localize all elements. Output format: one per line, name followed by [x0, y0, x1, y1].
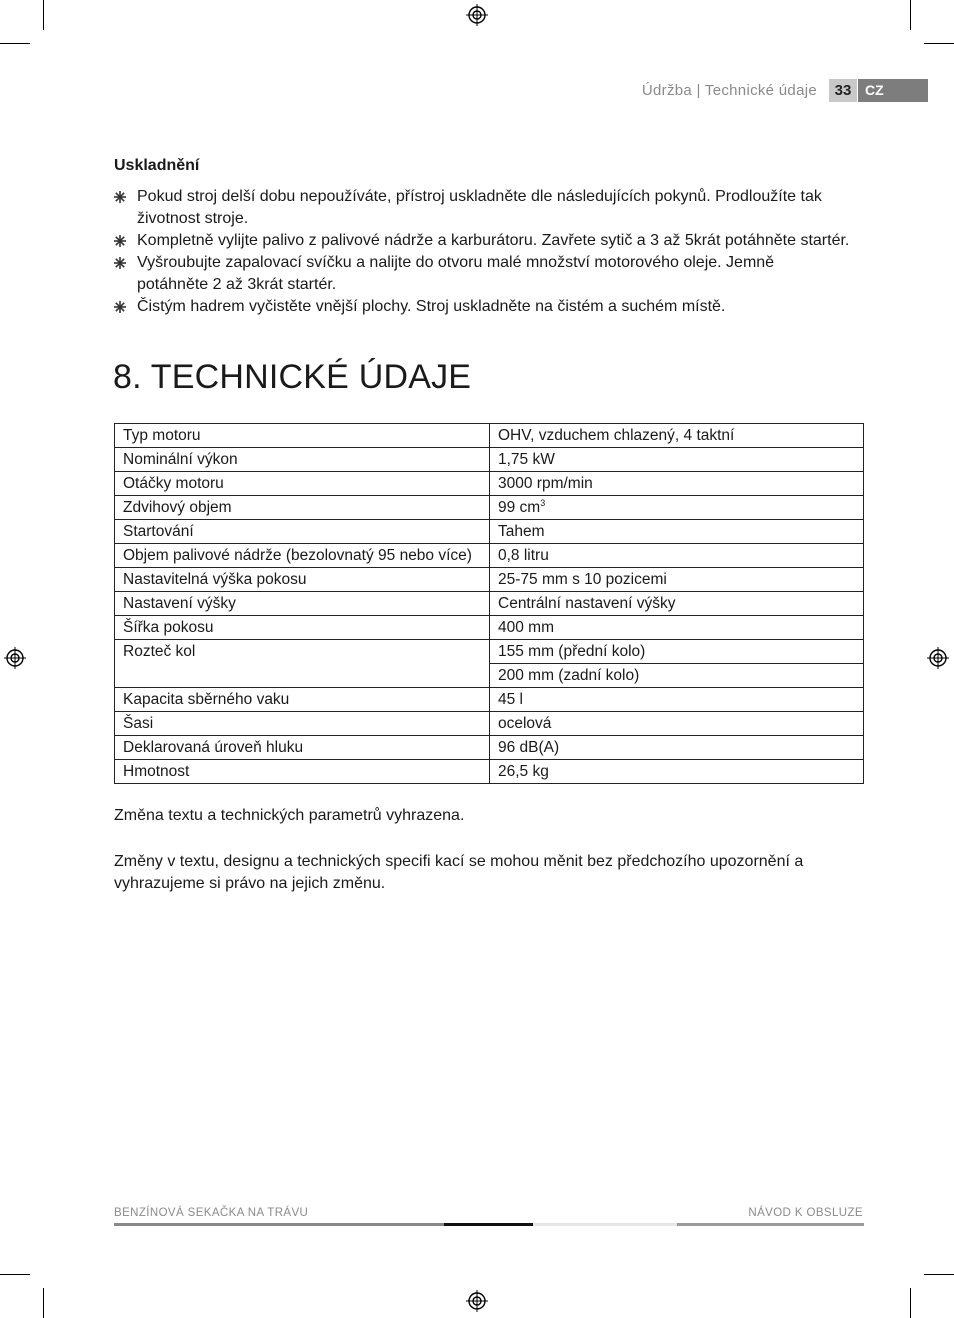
spec-label: Hmotnost: [115, 760, 490, 784]
spec-value: 25-75 mm s 10 pozicemi: [490, 568, 864, 592]
change-note: Změna textu a technických parametrů vyhrazena.: [114, 807, 465, 824]
table-row: [115, 688, 864, 712]
table-row: [115, 424, 864, 448]
table-row: [115, 496, 864, 520]
registration-mark-icon: [466, 1290, 488, 1312]
chapter-title: 8. TECHNICKÉ ÚDAJE: [113, 358, 472, 396]
spec-value: 0,8 litru: [490, 544, 864, 568]
spec-value-superscript: 3: [540, 497, 546, 508]
storage-list: [114, 186, 854, 318]
registration-mark-icon: [4, 647, 26, 669]
spec-value: 1,75 kW: [490, 448, 864, 472]
footer-product-name: BENZÍNOVÁ SEKAČKA NA TRÁVU: [114, 1207, 309, 1219]
registration-mark-icon: [466, 4, 488, 26]
list-item: [114, 186, 854, 230]
table-row: [115, 712, 864, 736]
footer-divider: [444, 1223, 533, 1226]
footer-manual-label: NÁVOD K OBSLUZE: [748, 1207, 863, 1219]
spec-table: [114, 423, 864, 784]
spec-label: Šířka pokosu: [115, 616, 490, 640]
spec-label: Deklarovaná úroveň hluku: [115, 736, 490, 760]
disclaimer-note: Změny v textu, designu a technických specifi kací se mohou měnit bez předchozího upozornění a vyhrazujeme si právo na jejich změnu.: [114, 853, 804, 892]
spec-label: Nastavitelná výška pokosu: [115, 568, 490, 592]
list-item: [114, 230, 854, 252]
table-row: [115, 640, 864, 664]
spec-label: Nastavení výšky: [115, 592, 490, 616]
table-row: [115, 472, 864, 496]
spec-label: Otáčky motoru: [115, 472, 490, 496]
storage-heading: Uskladnění: [114, 157, 200, 174]
crop-mark: [910, 1288, 911, 1318]
spec-value: 96 dB(A): [490, 736, 864, 760]
spec-label: Objem palivové nádrže (bezolovnatý 95 nebo více): [115, 544, 490, 568]
table-row: [115, 736, 864, 760]
language-badge: CZ: [858, 79, 928, 102]
spec-value: ocelová: [490, 712, 864, 736]
table-row: [115, 592, 864, 616]
crop-mark: [910, 0, 911, 30]
bullet-icon: [114, 301, 126, 313]
footer-divider: [677, 1223, 864, 1226]
spec-value: Tahem: [490, 520, 864, 544]
crop-mark: [43, 0, 44, 30]
spec-value: OHV, vzduchem chlazený, 4 taktní: [490, 424, 864, 448]
table-row: [115, 568, 864, 592]
crop-mark: [924, 43, 954, 44]
spec-label: Startování: [115, 520, 490, 544]
bullet-icon: [114, 235, 126, 247]
footer-divider: [533, 1223, 677, 1226]
spec-value: 400 mm: [490, 616, 864, 640]
table-row: [115, 520, 864, 544]
crop-mark: [0, 1274, 30, 1275]
registration-mark-icon: [927, 647, 949, 669]
spec-value: 26,5 kg: [490, 760, 864, 784]
bullet-icon: [114, 257, 126, 269]
spec-value: 200 mm (zadní kolo): [490, 664, 864, 688]
spec-label: Kapacita sběrného vaku: [115, 688, 490, 712]
spec-label: Rozteč kol: [115, 640, 490, 688]
table-row: [115, 760, 864, 784]
list-item: [114, 296, 854, 318]
spec-label: Zdvihový objem: [115, 496, 490, 520]
spec-value-text: 99 cm: [498, 499, 541, 516]
spec-value: [490, 496, 864, 520]
bullet-icon: [114, 191, 126, 203]
spec-value: 3000 rpm/min: [490, 472, 864, 496]
table-row: [115, 544, 864, 568]
page-number: 33: [829, 79, 857, 102]
list-item-text: Pokud stroj delší dobu nepoužíváte, přístroj uskladněte dle následujících pokynů. Prodloužíte tak životnost stroje.: [137, 188, 822, 227]
crop-mark: [0, 43, 30, 44]
spec-label: Typ motoru: [115, 424, 490, 448]
spec-value: 155 mm (přední kolo): [490, 640, 864, 664]
spec-label: Nominální výkon: [115, 448, 490, 472]
list-item-text: Vyšroubujte zapalovací svíčku a nalijte do otvoru malé množství motorového oleje. Jemně potáhněte 2 až 3krát startér.: [137, 254, 775, 293]
spec-value: Centrální nastavení výšky: [490, 592, 864, 616]
list-item: [114, 252, 827, 296]
list-item-text: Čistým hadrem vyčistěte vnější plochy. Stroj uskladněte na čistém a suchém místě.: [137, 298, 726, 315]
table-row: [115, 448, 864, 472]
spec-label: Šasi: [115, 712, 490, 736]
table-row: [115, 616, 864, 640]
footer-divider: [114, 1223, 444, 1226]
header-section-title: Údržba | Technické údaje: [641, 82, 817, 99]
list-item-text: Kompletně vylijte palivo z palivové nádrže a karburátoru. Zavřete sytič a 3 až 5krát potáhněte startér.: [137, 232, 850, 249]
crop-mark: [924, 1274, 954, 1275]
crop-mark: [43, 1288, 44, 1318]
spec-value: 45 l: [490, 688, 864, 712]
